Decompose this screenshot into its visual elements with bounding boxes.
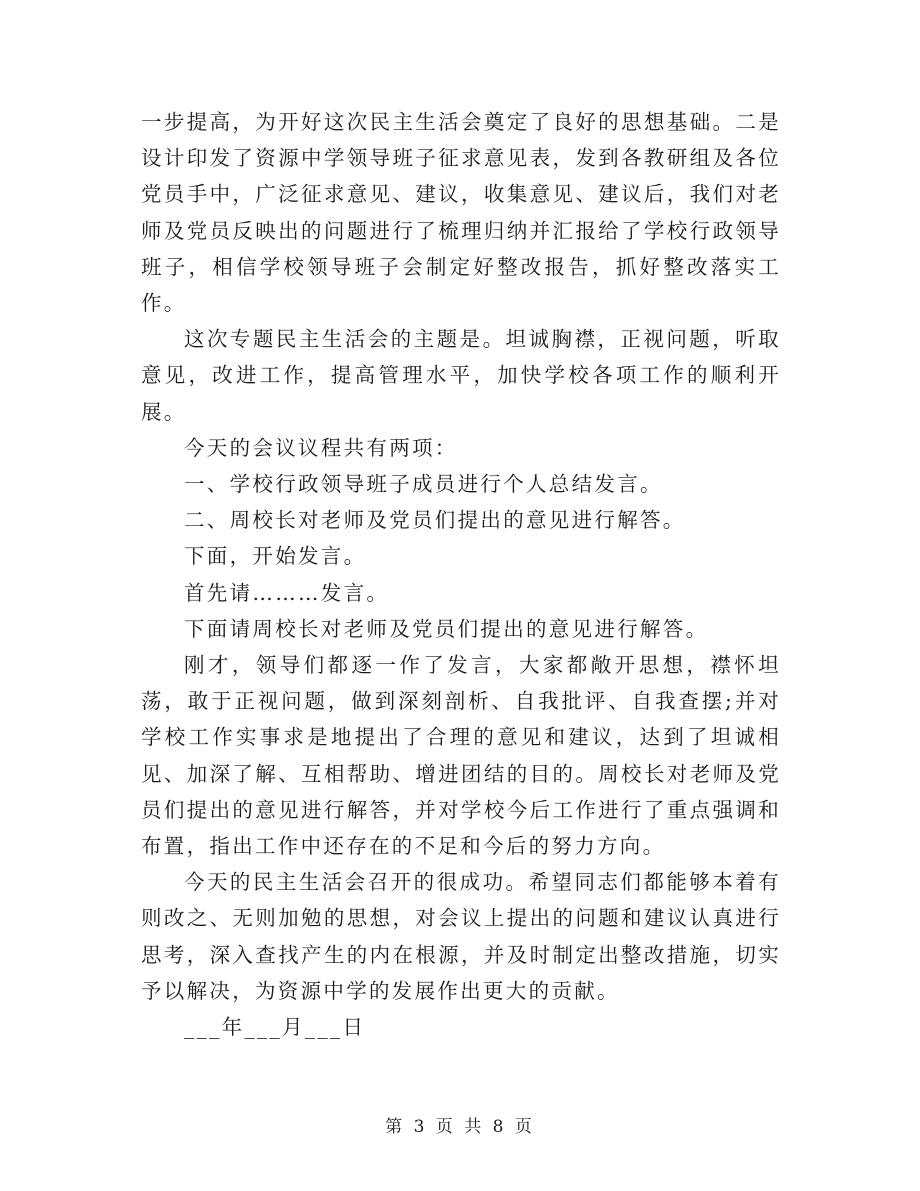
paragraph-9: 刚才，领导们都逐一作了发言，大家都敞开思想，襟怀坦荡，敢于正视问题，做到深刻剖析、自我批评、自我查摆;并对学校工作实事求是地提出了合理的意见和建议，达到了坦诚相见、加深了解、互相帮助、增进团结的目的。周校长对老师及党员们提出的意见进行解答，并对学校今后工作进行了重点强调和布置，指出工作中还存在的不足和今后的努力方向。 (141, 653, 781, 859)
date-line: ___年___月___日 (184, 1015, 366, 1040)
paragraph-2: 这次专题民主生活会的主题是。坦诚胸襟，正视问题，听取意见，改进工作，提高管理水平，加快学校各项工作的顺利开展。 (141, 327, 781, 424)
page-footer (0, 1112, 920, 1137)
paragraph-8: 下面请周校长对老师及党员们提出的意见进行解答。 (184, 616, 709, 641)
document-body (141, 104, 781, 1045)
paragraph-5: 二、周校长对老师及党员们提出的意见进行解答。 (184, 508, 686, 533)
paragraph-6: 下面，开始发言。 (184, 544, 367, 569)
page-number: 第 3 页 共 8 页 (385, 1117, 535, 1137)
paragraph-1: 一步提高，为开好这次民主生活会奠定了良好的思想基础。二是设计印发了资源中学领导班子征求意见表，发到各教研组及各位党员手中，广泛征求意见、建议，收集意见、建议后，我们对老师及党员反映出的问题进行了梳理归纳并汇报给了学校行政领导班子，相信学校领导班子会制定好整改报告，抓好整改落实工作。 (141, 110, 781, 316)
paragraph-10: 今天的民主生活会召开的很成功。希望同志们都能够本着有则改之、无则加勉的思想，对会议上提出的问题和建议认真进行思考，深入查找产生的内在根源，并及时制定出整改措施，切实予以解决，为资源中学的发展作出更大的贡献。 (141, 870, 781, 1003)
paragraph-7: 首先请………发言。 (184, 580, 390, 605)
paragraph-3: 今天的会议议程共有两项： (184, 435, 458, 460)
paragraph-4: 一、学校行政领导班子成员进行个人总结发言。 (184, 472, 663, 497)
